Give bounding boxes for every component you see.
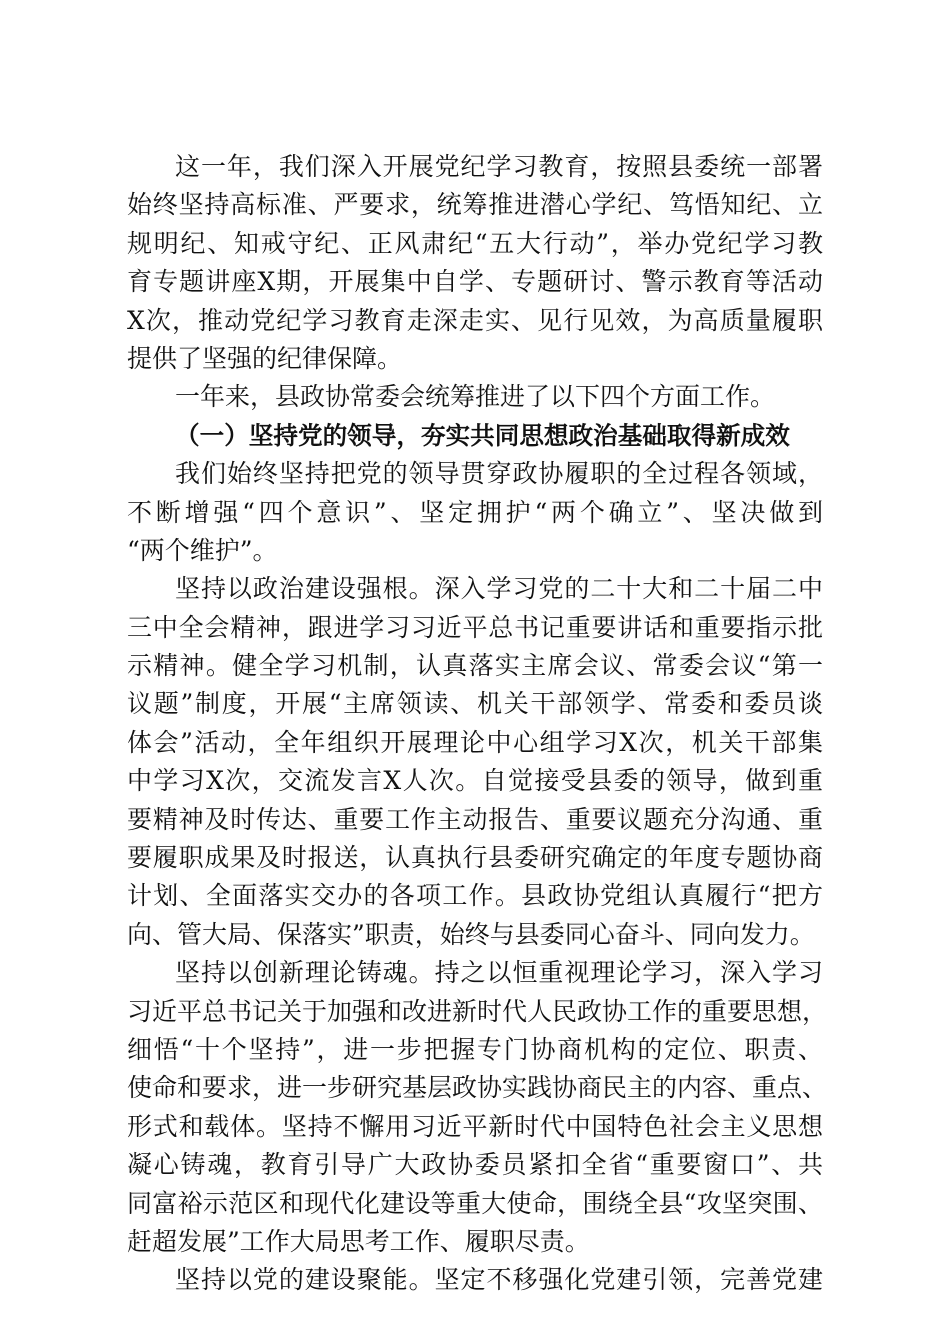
text-line: 规明纪、知戒守纪、正风肃纪“五大行动”，举办党纪学习教	[127, 228, 823, 258]
text-line: 形式和载体。坚持不懈用习近平新时代中国特色社会主义思想	[127, 1111, 823, 1141]
text-line: 细悟“十个坚持”，进一步把握专门协商机构的定位、职责、	[127, 1034, 823, 1064]
text-line: 计划、全面落实交办的各项工作。县政协党组认真履行“把方	[127, 881, 823, 911]
text-line: 赶超发展”工作大局思考工作、履职尽责。	[127, 1226, 590, 1256]
text-line: 我们始终坚持把党的领导贯穿政协履职的全过程各领域，	[175, 459, 823, 489]
paragraph-party-discipline	[127, 148, 823, 378]
text-line: “两个维护”。	[127, 535, 278, 565]
section-heading: （一）坚持党的领导，夯实共同思想政治基础取得新成效	[175, 420, 790, 450]
text-line: 要精神及时传达、重要工作主动报告、重要议题充分沟通、重	[127, 804, 823, 834]
paragraph-four-aspects	[127, 378, 823, 416]
text-line: 这一年，我们深入开展党纪学习教育，按照县委统一部署	[175, 152, 823, 181]
text-line: 一年来，县政协常委会统筹推进了以下四个方面工作。	[175, 382, 776, 412]
text-line: 凝心铸魂，教育引导广大政协委员紧扣全省“重要窗口”、共	[127, 1150, 823, 1180]
text-line: 向、管大局、保落实”职责，始终与县委同心奋斗、同向发力。	[127, 919, 815, 949]
text-line: 要履职成果及时报送，认真执行县委研究确定的年度专题协商	[127, 843, 823, 873]
text-line: 坚持以政治建设强根。深入学习党的二十大和二十届二中	[175, 574, 823, 604]
text-line: 坚持以创新理论铸魂。持之以恒重视理论学习，深入学习	[175, 958, 823, 988]
text-line: 不断增强“四个意识”、坚定拥护“两个确立”、坚决做到	[127, 497, 823, 527]
text-line: 议题”制度，开展“主席领读、机关干部领学、常委和委员谈	[127, 689, 823, 719]
text-line: 三中全会精神，跟进学习习近平总书记重要讲话和重要指示批	[127, 612, 823, 642]
paragraph-innovative-theory	[127, 954, 828, 1261]
text-line: 始终坚持高标准、严要求，统筹推进潜心学纪、笃悟知纪、立	[127, 190, 823, 220]
paragraph-party-leadership	[127, 455, 823, 570]
text-line: 同富裕示范区和现代化建设等重大使命，围绕全县“攻坚突围、	[127, 1188, 823, 1218]
text-line: X次，推动党纪学习教育走深走实、见行见效，为高质量履职	[127, 305, 823, 335]
text-line: 示精神。健全学习机制，认真落实主席会议、常委会议“第一	[127, 651, 823, 681]
text-line: 育专题讲座X期，开展集中自学、专题研讨、警示教育等活动	[127, 267, 823, 297]
paragraph-political-construction	[127, 570, 823, 954]
text-line: 中学习X次，交流发言X人次。自觉接受县委的领导，做到重	[127, 766, 823, 796]
text-line: 提供了坚强的纪律保障。	[127, 343, 403, 373]
text-line: 体会”活动，全年组织开展理论中心组学习X次，机关干部集	[127, 727, 823, 757]
text-line: 坚持以党的建设聚能。坚定不移强化党建引领，完善党建	[175, 1265, 823, 1295]
paragraph-party-building	[127, 1261, 823, 1299]
text-line: 使命和要求，进一步研究基层政协实践协商民主的内容、重点、	[127, 1073, 828, 1103]
document-body	[127, 148, 828, 1300]
text-line: 习近平总书记关于加强和改进新时代人民政协工作的重要思想，	[127, 996, 828, 1026]
